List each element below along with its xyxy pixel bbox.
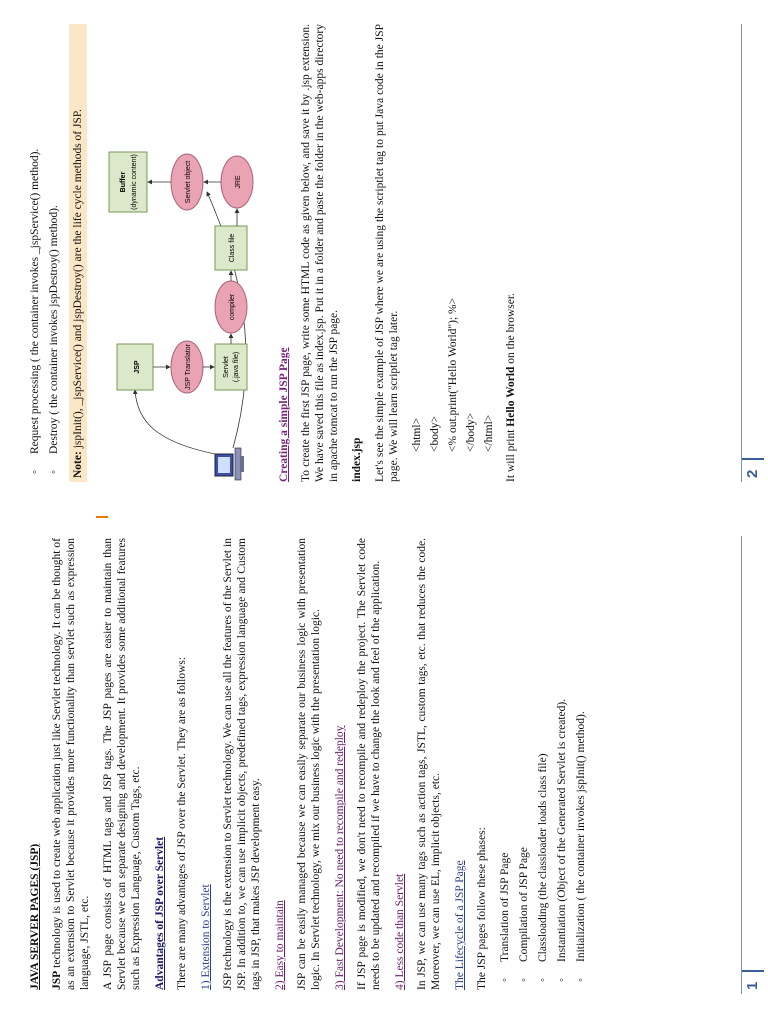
servlet-label-2: (.java file) bbox=[233, 351, 240, 383]
code-line: <% out.print("Hello World"); %> bbox=[447, 297, 459, 452]
page1-footer-rule bbox=[741, 536, 742, 994]
item4-text: In JSP, we can use many tags such as action tags, JSTL, custom tags, etc. that reduces the code. Moreover, we can use EL, implicit objects, etc. bbox=[416, 538, 442, 990]
phases-list-continued bbox=[28, 24, 61, 476]
intro-bold: JSP bbox=[51, 970, 63, 990]
jsp-label: JSP bbox=[134, 360, 141, 374]
note-label: Note: bbox=[72, 451, 84, 478]
phases-list bbox=[498, 538, 588, 984]
compiler-label: compiler bbox=[229, 293, 236, 321]
item1-text: JSP technology is the extension to Servlet technology. We can use all the features of the Servlet in JSP. In addition to, we can use implicit objects, predefined tags, expression language and Custom tags in JSP, that makes JSP development easy. bbox=[222, 538, 262, 990]
list-item: ◦ Destroy ( the container invokes jspDestroy() method). bbox=[47, 24, 61, 476]
jre-label: JRE bbox=[235, 175, 242, 189]
page2-number-bar bbox=[742, 458, 764, 460]
code-sample bbox=[410, 24, 496, 452]
arrow-request bbox=[135, 390, 215, 454]
print-pre: It will print bbox=[505, 426, 517, 482]
jsp-lifecycle-diagram bbox=[97, 82, 267, 482]
intro-paragraph bbox=[50, 538, 92, 990]
item1-heading: 1) Extension to Servlet bbox=[200, 884, 212, 990]
servlet-label-1: Servlet bbox=[223, 356, 230, 378]
page1-number: 1 bbox=[744, 981, 761, 990]
advantages-heading: Advantages of JSP over Servlet bbox=[154, 836, 166, 990]
list-item: ◦ Request processing ( the container invokes _jspService() method). bbox=[28, 24, 42, 476]
code-line: <body> bbox=[429, 416, 441, 452]
list-item: ◦ Classloading (the classloader loads class file) bbox=[536, 538, 550, 984]
example-text: Let's see the simple example of JSP where we are using the scriptlet tag to put Java code in the JSP page. We will learn scriptlet tag later. bbox=[374, 24, 400, 482]
list-item: ◦ Translation of JSP Page bbox=[498, 538, 512, 984]
page1-number-bar bbox=[742, 970, 764, 972]
servlet-box bbox=[215, 344, 247, 390]
intro-text: technology is used to create web application just like Servlet technology. It can be thought of as an extension to Servlet because it provides more functionality than servlet such as expression language, JSTL, etc. bbox=[51, 538, 91, 990]
classfile-label: Class file bbox=[229, 233, 236, 263]
item4-heading: 4) Less code than Servlet bbox=[394, 873, 406, 990]
note-box bbox=[69, 24, 87, 482]
page2-footer-rule bbox=[741, 24, 742, 482]
page-divider-marker bbox=[96, 516, 108, 518]
file-name: index.jsp bbox=[351, 437, 363, 482]
lifecycle-intro: The JSP pages follow these phases: bbox=[476, 827, 488, 990]
item2-heading: 2) Easy to maintain bbox=[274, 900, 286, 990]
item2-text: JSP can be easily managed because we can easily separate our business logic with presentation logic. In Servlet technology, we mix our business logic with the presentation logic. bbox=[296, 538, 322, 990]
buffer-label-2: (dynamic content) bbox=[131, 154, 138, 210]
list-item: ◦ Initialization ( the container invokes jspInit() method). bbox=[574, 538, 588, 984]
create-heading: Creating a simple JSP Page bbox=[278, 347, 290, 482]
print-bold: Hello World bbox=[505, 366, 517, 427]
create-text: To create the first JSP page, write some HTML code as given below, and save it by .jsp extension. We have saved this file as index.jsp. Put it in a folder and paste the folder in the web-apps directory in apache tomcat to run the JSP page. bbox=[300, 24, 340, 482]
translator-label: JSP Translator bbox=[185, 344, 192, 390]
code-line: <html> bbox=[411, 417, 423, 452]
servlet-object-label: Servlet object bbox=[185, 160, 192, 204]
advantages-intro: There are many advantages of JSP over the Servlet. They are as follows: bbox=[176, 656, 188, 990]
page2-number: 2 bbox=[744, 469, 761, 478]
document-title: JAVA SERVER PAGES (JSP) bbox=[29, 843, 41, 990]
computer-icon bbox=[215, 448, 244, 480]
paragraph-2: A JSP page consists of HTML tags and JSP tags. The JSP pages are easier to maintain than Servlet because we can separate designing and development. It provides some additional features such as Expression Language, Custom Tags, etc. bbox=[102, 538, 142, 990]
code-line: </html> bbox=[483, 414, 495, 452]
note-text: jspInit(), _jspService() and jspDestroy() are the life cycle methods of JSP. bbox=[72, 109, 84, 452]
buffer-label-1: Buffer bbox=[120, 171, 127, 193]
list-item: ◦ Compilation of JSP Page bbox=[517, 538, 531, 984]
buffer-box bbox=[109, 152, 147, 212]
item3-text: If JSP page is modified, we don't need to recompile and redeploy the project. The Servlet code needs to be updated and recompiled if we have to change the look and feel of the application. bbox=[356, 538, 382, 990]
print-post: on the browser. bbox=[505, 293, 517, 367]
list-item: ◦ Instantiation (Object of the Generated Servlet is created). bbox=[555, 538, 569, 984]
document-page-1 bbox=[0, 512, 768, 1024]
print-result bbox=[504, 24, 518, 482]
code-line: </body> bbox=[465, 412, 477, 452]
lifecycle-heading: The Lifecycle of a JSP Page bbox=[454, 860, 466, 990]
item3-heading: 3) Fast Development: No need to recompile and redeploy bbox=[334, 725, 346, 990]
